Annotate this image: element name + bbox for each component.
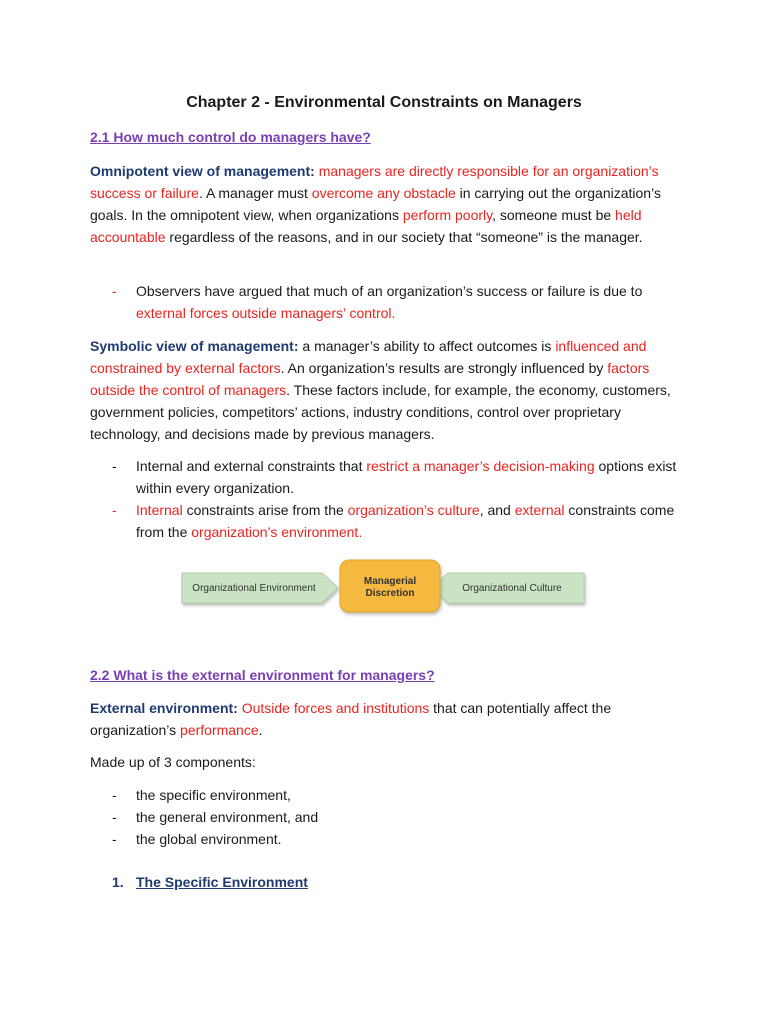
discretion-label-line2: Discretion [365, 588, 415, 599]
culture-label: Organizational Culture [462, 583, 562, 594]
made-up-text: Made up of 3 components: [90, 754, 256, 770]
bullet1-text-2: external forces outside managers’ control. [136, 305, 396, 321]
omni-text-2: . A manager must [198, 185, 312, 201]
symb-text-2: influenced and constrained by external factors [90, 338, 647, 376]
bullet-dash: - [112, 809, 117, 825]
list-item-text [136, 280, 680, 324]
heading-number: 1. [112, 874, 124, 890]
list-item-text: the specific environment, [136, 787, 291, 803]
bullet2-text-1: Internal and external constraints that [136, 458, 367, 474]
bullet2-text-2: restrict a manager’s decision-making [366, 458, 595, 474]
omni-text-8: regardless of the reasons, and in our society that “someone” is the manager. [165, 229, 643, 245]
ext-text-5: . [258, 722, 263, 738]
bullet3-text-1: Internal [136, 502, 183, 518]
symb-text-4: factors outside the control of managers [90, 360, 650, 398]
external-environment-paragraph [90, 697, 680, 741]
symbolic-view-label: Symbolic view of management: [90, 338, 299, 354]
list-item-text [136, 499, 680, 543]
omnipotent-view-label: Omnipotent view of management: [90, 163, 315, 179]
numbered-heading-specific-environment[interactable] [112, 874, 308, 890]
symb-text-3: . An organization’s results are strongly influenced by [280, 360, 608, 376]
omni-text-6: , someone must be [492, 207, 616, 223]
discretion-label-line1: Managerial [363, 576, 417, 587]
managerial-discretion-diagram [178, 556, 590, 620]
omni-text-4: in carrying out the organization’s goals. In the omnipotent view, when organizations [90, 185, 661, 223]
list-item-text [136, 455, 680, 499]
section-heading-2-1[interactable]: 2.1 How much control do managers have? [90, 129, 371, 145]
omni-text-7: held accountable [90, 207, 642, 245]
omnipotent-view-paragraph [90, 160, 680, 248]
section-heading-2-2[interactable]: 2.2 What is the external environment for managers? [90, 667, 435, 683]
ext-text-3: that can potentially affect the organization’s [90, 700, 612, 738]
ext-text-4: performance [180, 722, 259, 738]
symb-text-1: a manager’s ability to affect outcomes is [298, 338, 556, 354]
bullet3-text-7: organization’s environment. [191, 524, 363, 540]
external-environment-label: External environment: [90, 700, 238, 716]
bullet1-text-1: Observers have argued that much of an organization’s success or failure is due to [136, 283, 643, 299]
bullet2-text-3: options exist within every organization. [136, 458, 677, 496]
ext-text-2: Outside forces and institutions [241, 700, 430, 716]
bullet-dash: - [112, 283, 117, 299]
list-item-text: the general environment, and [136, 809, 319, 825]
environment-label: Organizational Environment [192, 583, 316, 594]
bullet-dash: - [112, 458, 117, 474]
bullet-dash: - [112, 502, 117, 518]
omni-text-1: managers are directly responsible for an organization’s success or failure [90, 163, 659, 201]
heading-label: The Specific Environment [136, 874, 308, 890]
bullet-dash: - [112, 787, 117, 803]
symb-text-5: . These factors include, for example, the economy, customers, government policies, competitors’ actions, industry conditions, control over proprietary technology, and decisions made by previous managers. [90, 382, 671, 442]
page-title: Chapter 2 - Environmental Constraints on Managers [186, 94, 582, 111]
list-item-text: the global environment. [136, 831, 282, 847]
symbolic-view-paragraph [90, 335, 680, 445]
omni-text-5: perform poorly [402, 207, 493, 223]
bullet3-text-5: external [514, 502, 565, 518]
bullet-dash: - [112, 831, 117, 847]
bullet3-text-6: constraints come from the [136, 502, 675, 540]
bullet3-text-4: , and [479, 502, 515, 518]
omni-text-3: overcome any obstacle [311, 185, 456, 201]
bullet3-text-2: constraints arise from the [182, 502, 348, 518]
bullet3-text-3: organization’s culture [347, 502, 480, 518]
